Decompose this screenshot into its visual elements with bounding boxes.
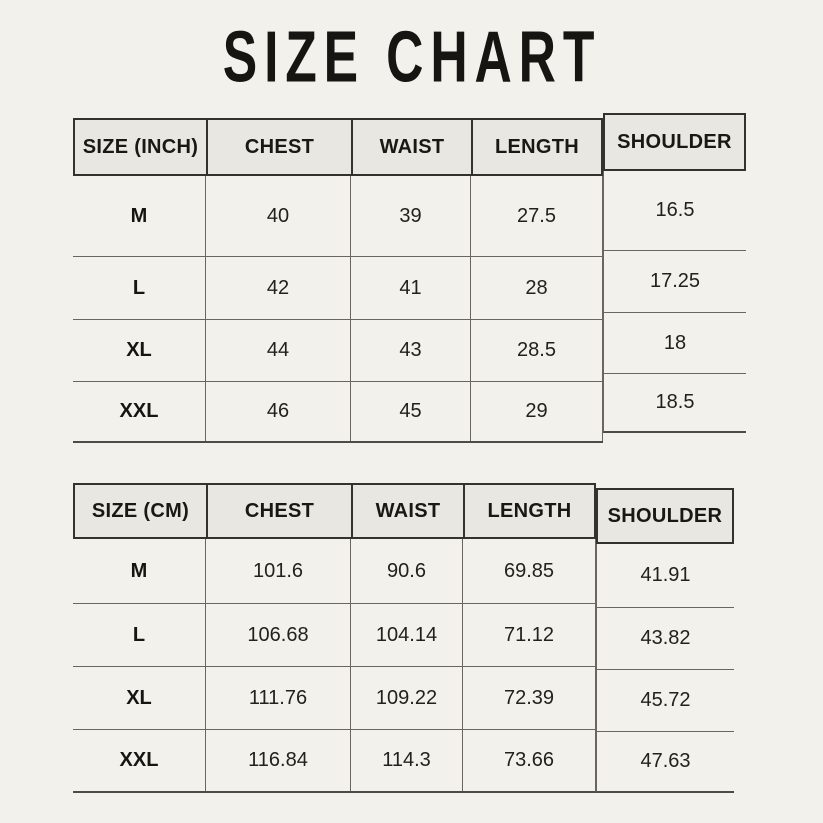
size-table-cm-main	[73, 483, 596, 793]
table-row-m	[73, 539, 596, 604]
column-header-size-cm: SIZE (CM)	[73, 483, 206, 539]
waist-value: 45	[351, 382, 471, 441]
header-row	[73, 483, 596, 539]
shoulder-value: 43.82	[596, 608, 734, 670]
chest-value: 101.6	[206, 539, 351, 603]
column-header-waist: WAIST	[351, 483, 463, 539]
shoulder-column	[603, 113, 746, 433]
waist-value: 114.3	[351, 730, 463, 791]
shoulder-value: 41.91	[596, 544, 734, 608]
waist-value: 39	[351, 176, 471, 256]
table-row-l	[73, 257, 603, 320]
column-header-size-inch: SIZE (INCH)	[73, 118, 206, 176]
column-header-waist: WAIST	[351, 118, 471, 176]
table-row-l	[73, 604, 596, 667]
column-header-shoulder: SHOULDER	[596, 488, 734, 544]
shoulder-column	[596, 488, 734, 793]
size-table-inch-main	[73, 118, 603, 443]
size-label: M	[73, 539, 206, 603]
waist-value: 43	[351, 320, 471, 381]
length-value: 29	[471, 382, 603, 441]
size-label: XL	[73, 667, 206, 729]
column-header-shoulder: SHOULDER	[603, 113, 746, 171]
size-label: XXL	[73, 382, 206, 441]
waist-value: 104.14	[351, 604, 463, 666]
size-label: M	[73, 176, 206, 256]
waist-value: 41	[351, 257, 471, 319]
shoulder-value: 45.72	[596, 670, 734, 732]
length-value: 28.5	[471, 320, 603, 381]
column-header-chest: CHEST	[206, 118, 351, 176]
column-header-chest: CHEST	[206, 483, 351, 539]
size-label: L	[73, 604, 206, 666]
length-value: 73.66	[463, 730, 596, 791]
chest-value: 46	[206, 382, 351, 441]
table-row-xxl	[73, 730, 596, 793]
chest-value: 106.68	[206, 604, 351, 666]
shoulder-value: 47.63	[596, 732, 734, 793]
chest-value: 111.76	[206, 667, 351, 729]
waist-value: 90.6	[351, 539, 463, 603]
table-row-xl	[73, 667, 596, 730]
length-value: 72.39	[463, 667, 596, 729]
chest-value: 44	[206, 320, 351, 381]
chest-value: 40	[206, 176, 351, 256]
page-title: SIZE CHART	[222, 16, 601, 98]
size-label: L	[73, 257, 206, 319]
chest-value: 42	[206, 257, 351, 319]
shoulder-value: 18	[603, 313, 746, 374]
header-row	[73, 118, 603, 176]
length-value: 69.85	[463, 539, 596, 603]
table-row-xxl	[73, 382, 603, 443]
waist-value: 109.22	[351, 667, 463, 729]
title-bar	[0, 0, 823, 96]
size-table-inch	[73, 118, 823, 443]
shoulder-value: 18.5	[603, 374, 746, 433]
length-value: 28	[471, 257, 603, 319]
size-label: XXL	[73, 730, 206, 791]
column-header-length: LENGTH	[463, 483, 596, 539]
shoulder-value: 16.5	[603, 171, 746, 251]
size-tables-area	[73, 118, 823, 793]
chest-value: 116.84	[206, 730, 351, 791]
column-header-length: LENGTH	[471, 118, 603, 176]
table-row-xl	[73, 320, 603, 382]
length-value: 71.12	[463, 604, 596, 666]
length-value: 27.5	[471, 176, 603, 256]
size-table-cm	[73, 483, 823, 793]
size-label: XL	[73, 320, 206, 381]
shoulder-value: 17.25	[603, 251, 746, 313]
table-row-m	[73, 176, 603, 257]
